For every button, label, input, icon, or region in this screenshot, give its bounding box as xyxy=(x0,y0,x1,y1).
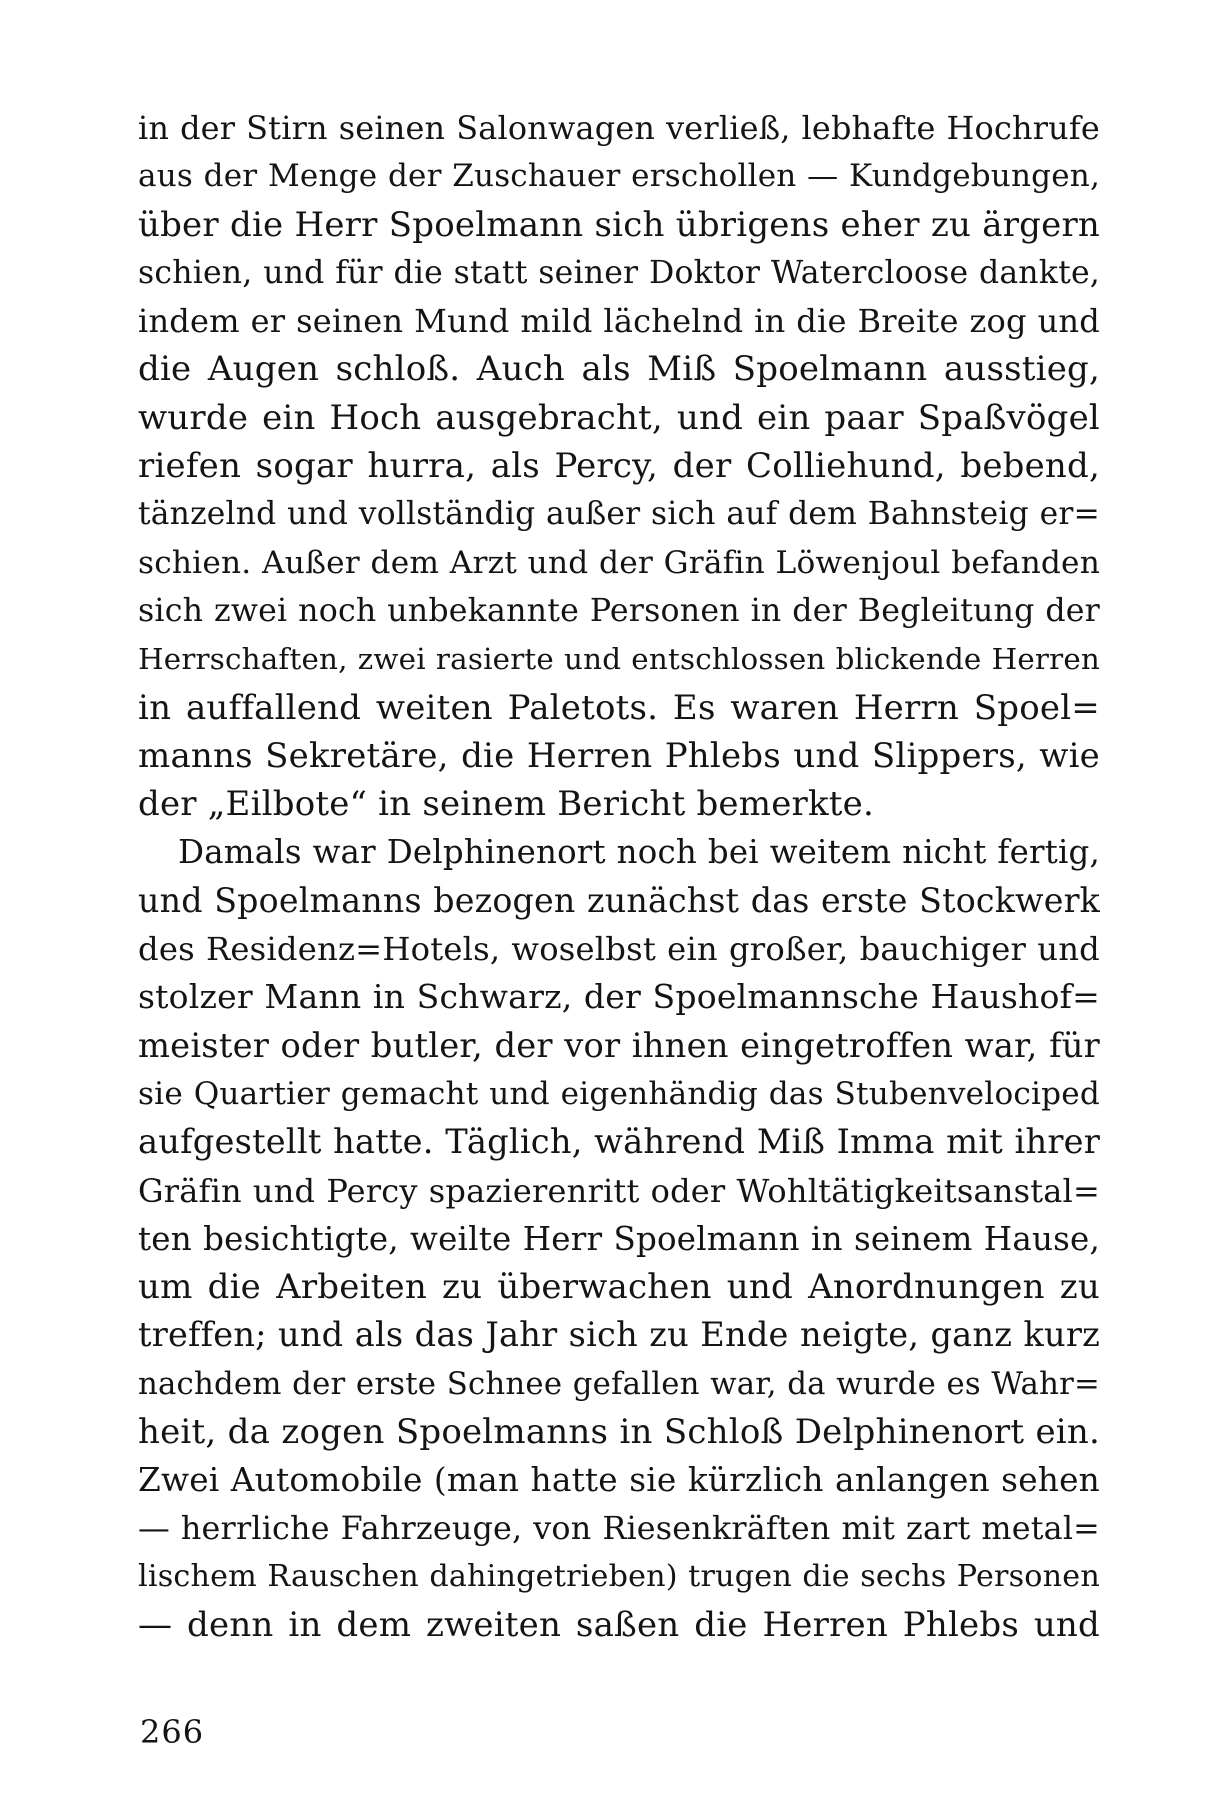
text-line: in der Stirn seinen Salonwagen verließ, lebhafte Hochrufe xyxy=(138,109,1100,147)
text-line: Gräfin und Percy spazierenritt oder Wohltätigkeitsanstal= xyxy=(138,1171,1100,1210)
text-line: die Augen schloß. Auch als Miß Spoelmann ausstieg, xyxy=(138,349,1100,390)
text-line: in auffallend weiten Paletots. Es waren Herrn Spoel= xyxy=(138,687,1100,728)
text-line: schien, und für die statt seiner Doktor Watercloose dankte, xyxy=(138,254,1100,291)
text-line: des Residenz=Hotels, woselbst ein großer, bauchiger und xyxy=(138,930,1100,969)
text-line: manns Sekretäre, die Herren Phlebs und Slippers, wie xyxy=(138,735,1100,776)
text-line: und Spoelmanns bezogen zunächst das erste Stockwerk xyxy=(138,880,1100,920)
text-line: tänzelnd und vollständig außer sich auf dem Bahnsteig er= xyxy=(138,496,1100,533)
paragraph-last-line: der „Eilbote“ in seinem Bericht bemerkte. xyxy=(138,784,874,825)
text-line: meister oder butler, der vor ihnen eingetroffen war, für xyxy=(138,1025,1100,1065)
page-number: 266 xyxy=(140,1713,205,1751)
text-line: heit, da zogen Spoelmanns in Schloß Delphinenort ein. xyxy=(138,1412,1100,1453)
text-line: sich zwei noch unbekannte Personen in der Begleitung der xyxy=(138,592,1100,629)
text-line: aufgestellt hatte. Täglich, während Miß Imma mit ihrer xyxy=(138,1122,1100,1162)
text-line: riefen sogar hurra, als Percy, der Colliehund, bebend, xyxy=(138,446,1100,487)
text-line: ten besichtigte, weilte Herr Spoelmann in seinem Hause, xyxy=(138,1219,1100,1258)
page-text xyxy=(138,104,1100,1650)
text-line: sie Quartier gemacht und eigenhändig das Stubenvelociped xyxy=(138,1075,1100,1112)
text-line: — denn in dem zweiten saßen die Herren Phlebs und xyxy=(138,1605,1100,1646)
text-line: treffen; und als das Jahr sich zu Ende neigte, ganz kurz xyxy=(138,1315,1100,1355)
text-line: aus der Menge der Zuschauer erschollen — Kundgebungen, xyxy=(138,158,1100,195)
text-line: Zwei Automobile (man hatte sie kürzlich anlangen sehen xyxy=(138,1461,1100,1500)
text-line: stolzer Mann in Schwarz, der Spoelmannsche Haushof= xyxy=(138,977,1100,1017)
paragraph-first-line: Damals war Delphinenort noch bei weitem nicht fertig, xyxy=(178,833,1100,872)
text-line: um die Arbeiten zu überwachen und Anordnungen zu xyxy=(138,1267,1100,1308)
text-line: schien. Außer dem Arzt und der Gräfin Löwenjoul befanden xyxy=(138,544,1100,581)
text-line: Herrschaften, zwei rasierte und entschlossen blickende Herren xyxy=(138,642,1100,677)
text-line: — herrliche Fahrzeuge, von Riesenkräften mit zart metal= xyxy=(138,1510,1100,1547)
text-line: indem er seinen Mund mild lächelnd in die Breite zog und xyxy=(138,302,1100,341)
text-line: über die Herr Spoelmann sich übrigens eher zu ärgern xyxy=(138,204,1100,245)
text-line: wurde ein Hoch ausgebracht, und ein paar Spaßvögel xyxy=(138,397,1100,438)
text-line: nachdem der erste Schnee gefallen war, da wurde es Wahr= xyxy=(138,1365,1100,1402)
text-line: lischem Rauschen dahingetrieben) trugen die sechs Personen xyxy=(138,1558,1100,1594)
